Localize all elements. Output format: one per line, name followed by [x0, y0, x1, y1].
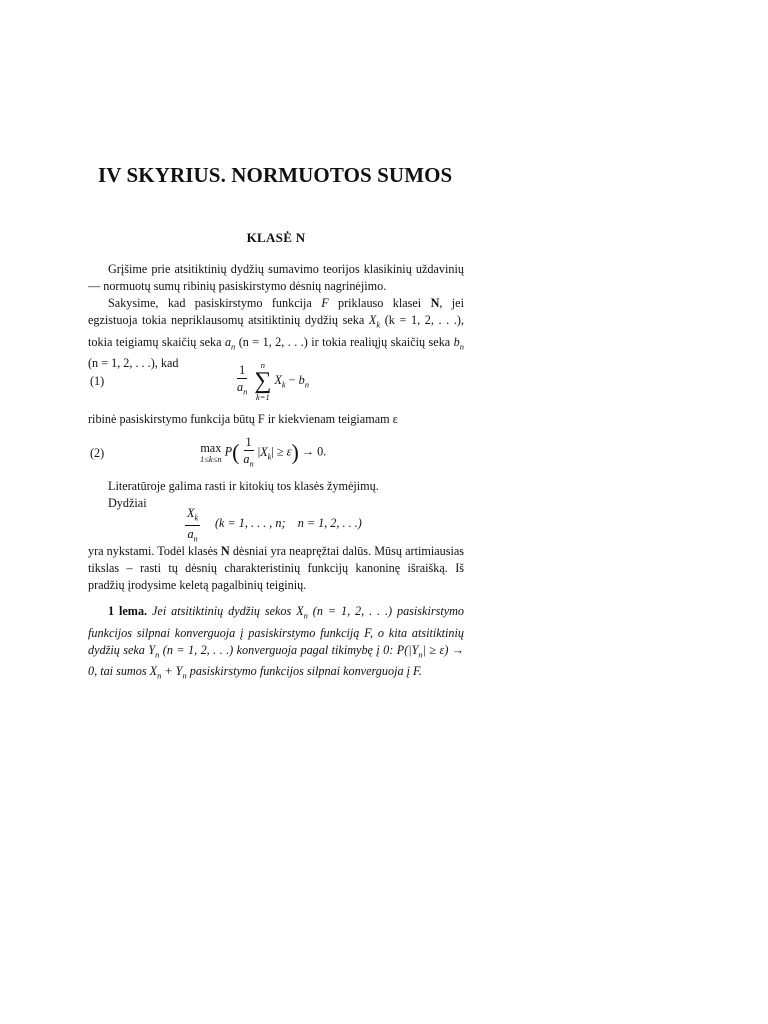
lemma-1: 1 lema. Jei atsitiktinių dydžių sekos $X_n$ (n = 1, 2, . . .) pasiskirstymo funkcijos silpnai konverguoja į pasiskirstymo funkciją F, o kita atsitiktinių dydžių seka $Y_n$ (n = 1, 2, . . .) konverguoja pagal tikimybę į 0: $P(|Y_n| \ge \varepsilon) \to 0$, tai sumos $X_n + Y_n$ pasiskirstymo funkcijos silpnai konverguoja į F. — [88, 604, 465, 681]
lemma-text-c: (n = 1, 2, . . .) konverguoja pagal tikimybę į 0: P(|Y — [159, 642, 419, 657]
equation-2-formula: max 1≤k≤n P( $\frac{1}{a_n}$ $|X_k| \ge \varepsilon) \to 0$. — [200, 435, 327, 469]
definition-text-4: (k = 1, 2, . . .), tokia teigiamų skaičių seka — [88, 313, 464, 349]
after-equation-1-text: ribinė pasiskirstymo funkcija būtų F ir kiekvienam teigiamam ε — [88, 412, 398, 426]
definition-text-3: , jei egzistuoja tokia nepriklausomų atsitiktinių dydžių seka — [88, 296, 464, 328]
lemma-text-a: Jei atsitiktinių dydžių sekos — [147, 604, 297, 618]
definition-paragraph: Sakysime, kad pasiskirstymo funkcija F priklauso klasei N, jei egzistuoja tokia nepriklausomų atsitiktinių dydžių seka $X_k$ (k = 1, 2, . . .), tokia teigiamų skaičių seka $a_n$ (n = 1, 2, . . .) ir tokia realiųjų skaičių seka $b_n$ (n = 1, 2, . . .), kad — [88, 296, 464, 371]
literature-line: Literatūroje galima rasti ir kitokių tos klasės žymėjimų. — [108, 479, 379, 493]
lemma-label: 1 lema. — [108, 604, 148, 618]
equation-1-formula: $\frac{1}{a_n}$ n ∑ k=1 $X_k - b_n$ — [237, 360, 309, 402]
equation-3 — [88, 506, 464, 544]
chapter-title: IV SKYRIUS. NORMUOTOS SUMOS — [98, 163, 453, 187]
definition-text-1: Sakysime, kad pasiskirstymo funkcija — [108, 296, 322, 310]
conclusion-paragraph — [88, 543, 464, 595]
conclusion-text-1: yra nykstami. Todėl klasės — [88, 544, 221, 558]
lemma-text-d: | ≥ ε) → 0, tai sumos — [88, 642, 464, 679]
definition-text-6: (n = 1, 2, . . .), kad — [88, 356, 179, 371]
conclusion-class-symbol: N — [220, 544, 230, 558]
lemma-text-b: (n = 1, 2, . . .) pasiskirstymo funkcijos silpnai konverguoja į pasiskirstymo funkciją F, o kita atsitiktinių dydžių seka — [88, 604, 465, 657]
dydziai-label: Dydžiai — [108, 496, 147, 510]
equation-number-2: (2) — [90, 446, 105, 460]
definition-text-2: priklauso klasei — [328, 296, 431, 310]
conclusion-text-2: dėsniai yra neapręžtai dalūs. Mūsų artimiausias tikslas – rasti tų dėsnių charakteristinių funkcijų kanoninę išraišką. Iš pradžių įrodysime keletą pagalbinių teiginių. — [88, 544, 464, 593]
section-title: KLASĖ N — [246, 230, 306, 245]
equation-number-1: (1) — [90, 374, 105, 388]
equation-2 — [88, 435, 464, 475]
equation-3-condition: (k = 1, . . . , n; n = 1, 2, . . .) — [215, 516, 362, 530]
equation-3-formula: $\frac{X_k}{a_n}$ — [187, 506, 199, 544]
intro-paragraph: Grįšime prie atsitiktinių dydžių sumavimo teorijos klasikinių uždavinių — normuotų sumų ribinių pasiskirstymo dėsnių nagrinėjimo. — [88, 262, 464, 294]
equation-1 — [88, 360, 464, 406]
class-symbol: N — [430, 296, 440, 310]
definition-text-5: (n = 1, 2, . . .) ir tokia realiųjų skaičių seka — [235, 334, 454, 349]
lemma-text-e: pasiskirstymo funkcijos silpnai konverguoja į F. — [186, 664, 422, 679]
